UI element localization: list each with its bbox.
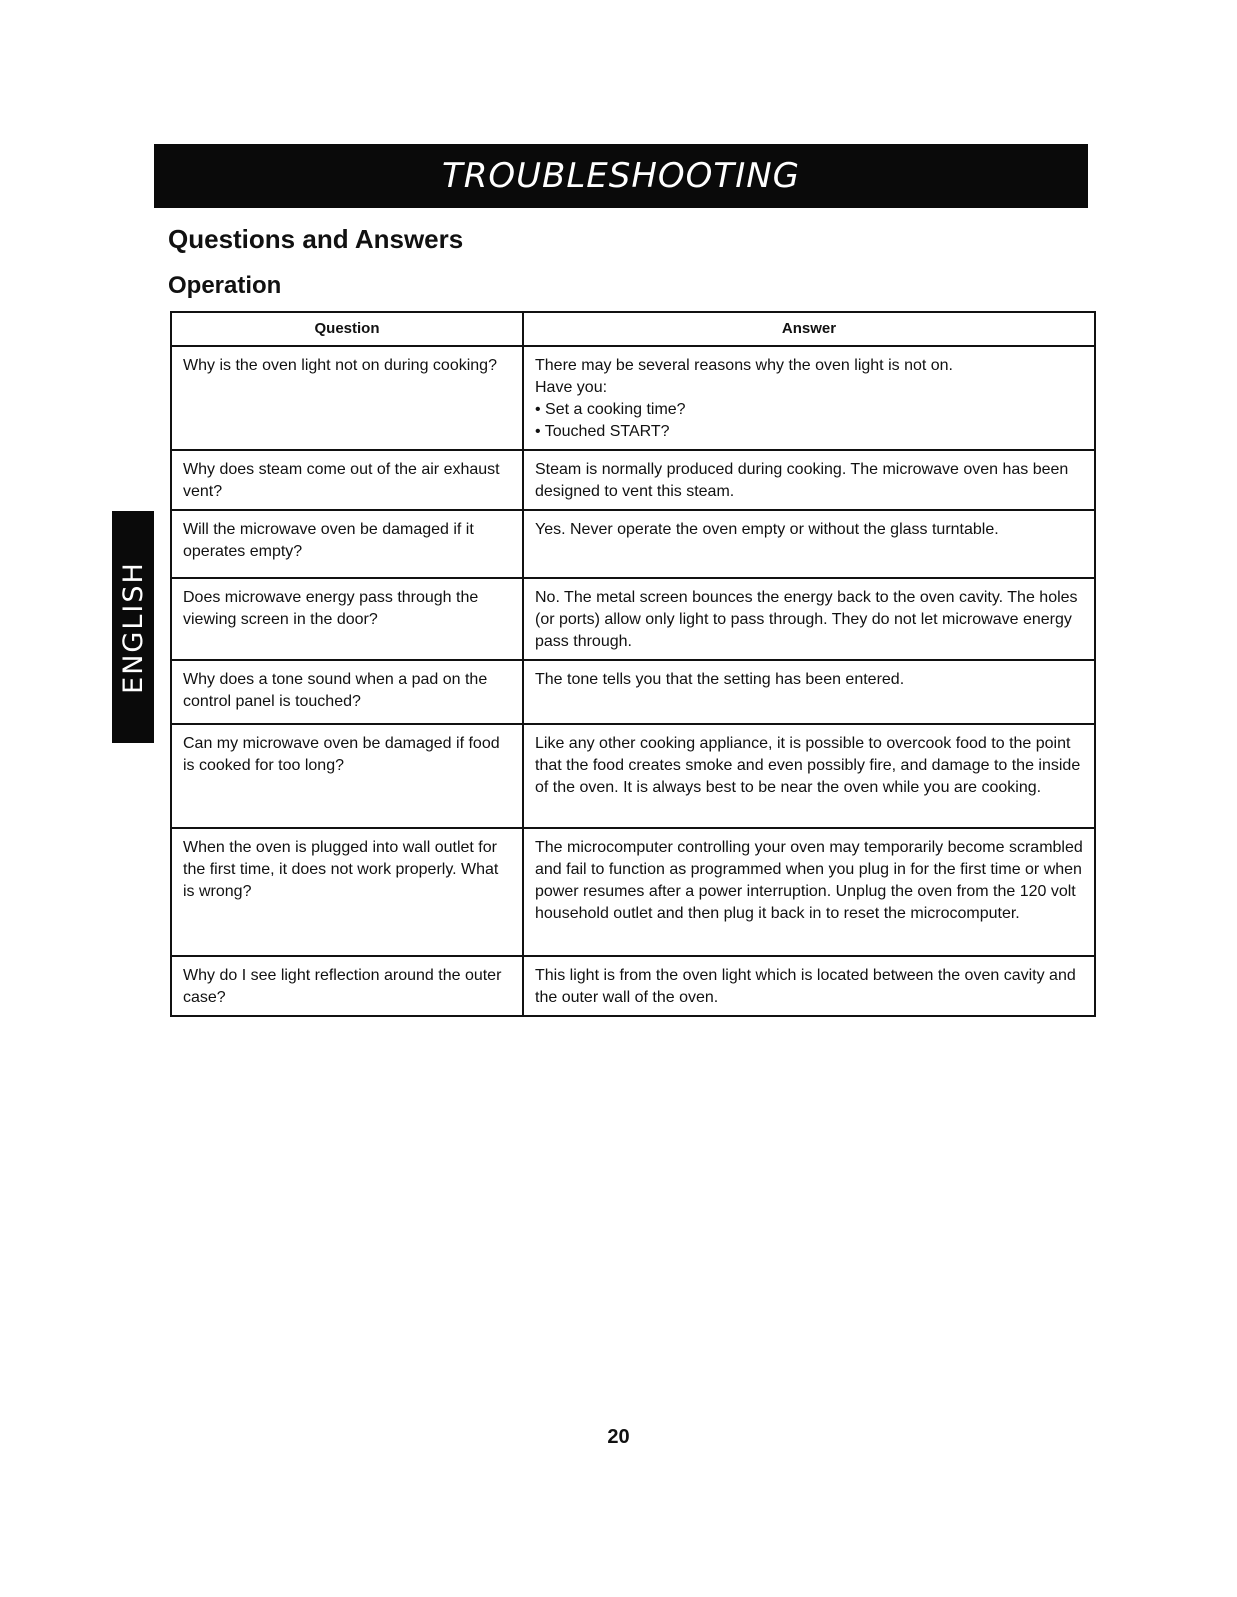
answer-cell: Like any other cooking appliance, it is possible to overcook food to the point that the food creates smoke and even possibly fire, and damage to the inside of the oven. It is always best to be near the oven while you are cooking. <box>523 724 1095 828</box>
answer-cell: Steam is normally produced during cooking. The microwave oven has been designed to vent this steam. <box>523 450 1095 510</box>
table-row <box>171 828 1095 956</box>
banner-title: TROUBLESHOOTING <box>441 156 801 196</box>
answer-cell: The microcomputer controlling your oven may temporarily become scrambled and fail to function as programmed when you plug in for the first time or when power resumes after a power interruption. Unplug the oven from the 120 volt household outlet and then plug it back in to reset the microcomputer. <box>523 828 1095 956</box>
answer-bullet: • Touched START? <box>535 423 670 440</box>
question-cell: When the oven is plugged into wall outlet for the first time, it does not work properly. What is wrong? <box>171 828 523 956</box>
answer-cell: The tone tells you that the setting has been entered. <box>523 660 1095 724</box>
table-row <box>171 578 1095 660</box>
table-row <box>171 724 1095 828</box>
subsection-title: Operation <box>168 272 282 299</box>
question-cell: Can my microwave oven be damaged if food is cooked for too long? <box>171 724 523 828</box>
table-row <box>171 450 1095 510</box>
page-number: 20 <box>607 1426 630 1448</box>
question-cell: Why do I see light reflection around the outer case? <box>171 956 523 1016</box>
answer-bullet: • Set a cooking time? <box>535 401 686 418</box>
answer-column-header: Answer <box>523 312 1095 346</box>
language-label: ENGLISH <box>117 560 149 694</box>
question-cell: Why is the oven light not on during cooking? <box>171 346 523 450</box>
question-column-header: Question <box>171 312 523 346</box>
question-cell: Why does steam come out of the air exhaust vent? <box>171 450 523 510</box>
table-row <box>171 346 1095 450</box>
answer-cell: No. The metal screen bounces the energy back to the oven cavity. The holes (or ports) allow only light to pass through. They do not let microwave energy pass through. <box>523 578 1095 660</box>
table-row <box>171 956 1095 1016</box>
table-header-row <box>171 312 1095 346</box>
answer-cell: This light is from the oven light which is located between the oven cavity and the outer wall of the oven. <box>523 956 1095 1016</box>
answer-cell: Yes. Never operate the oven empty or without the glass turntable. <box>523 510 1095 578</box>
answer-cell <box>523 346 1095 450</box>
question-cell: Does microwave energy pass through the viewing screen in the door? <box>171 578 523 660</box>
table-row <box>171 510 1095 578</box>
section-title: Questions and Answers <box>168 224 464 254</box>
question-cell: Will the microwave oven be damaged if it operates empty? <box>171 510 523 578</box>
table-row <box>171 660 1095 724</box>
answer-line: There may be several reasons why the oven light is not on. <box>535 357 953 374</box>
title-banner <box>154 144 1088 208</box>
question-cell: Why does a tone sound when a pad on the control panel is touched? <box>171 660 523 724</box>
language-side-tab <box>112 511 154 743</box>
qa-table <box>170 311 1096 1017</box>
answer-line: Have you: <box>535 379 608 396</box>
